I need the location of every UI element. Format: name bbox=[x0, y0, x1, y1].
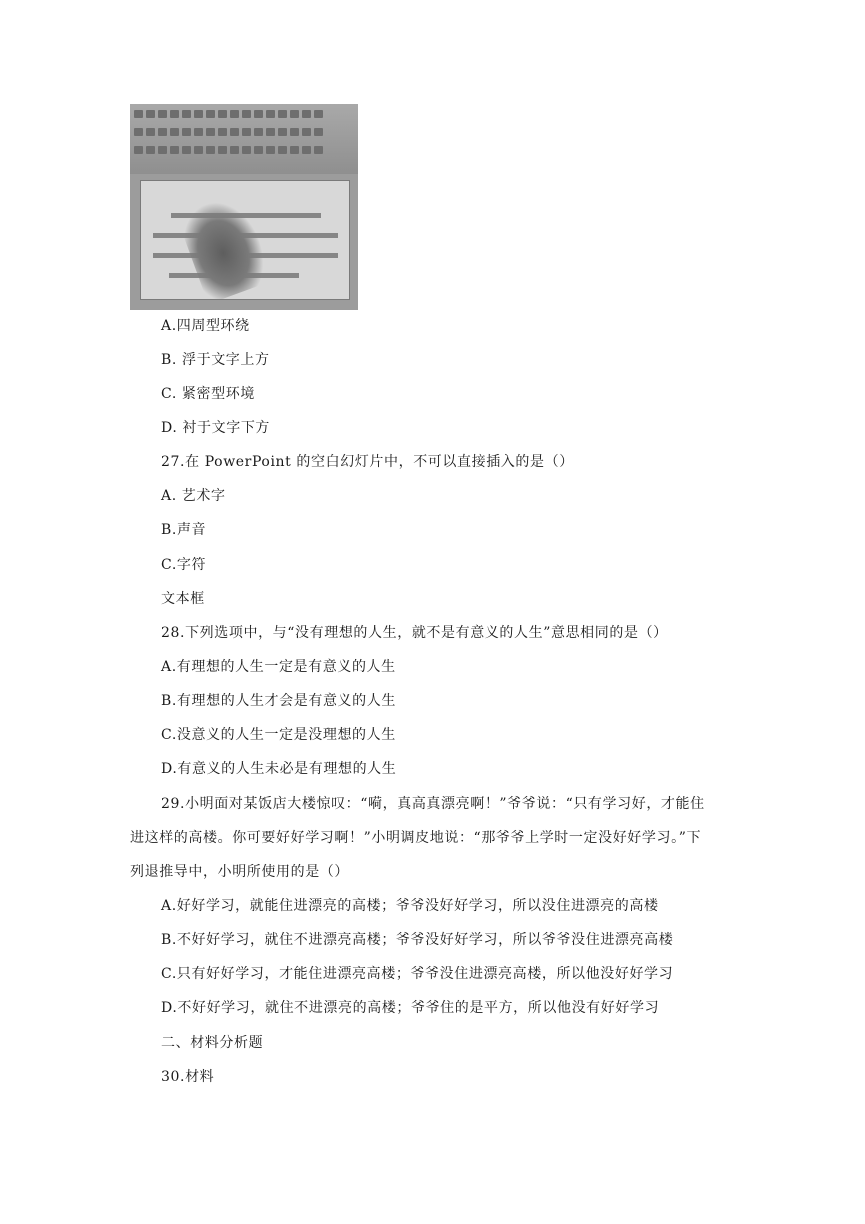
q28-option-c: C.没意义的人生一定是没理想的人生 bbox=[161, 727, 396, 743]
q29-option-d: D.不好好学习，就住不进漂亮的高楼；爷爷住的是平方，所以他没有好好学习 bbox=[161, 1000, 660, 1016]
q27-option-a: A. 艺术字 bbox=[161, 488, 226, 504]
question-29-line-2: 进这样的高楼。你可要好好学习啊！”小明调皮地说：“那爷爷上学时一定没好好学习。”下 bbox=[130, 830, 702, 846]
q28-option-b: B.有理想的人生才会是有意义的人生 bbox=[161, 693, 396, 709]
question-29-line-3: 列退推导中，小明所使用的是（） bbox=[130, 864, 349, 880]
question-30: 30.材料 bbox=[161, 1069, 215, 1085]
q27-option-c: C.字符 bbox=[161, 557, 207, 573]
q29-option-a: A.好好学习，就能住进漂亮的高楼；爷爷没好好学习，所以没住进漂亮的高楼 bbox=[161, 898, 659, 914]
q27-option-b: B.声音 bbox=[161, 522, 207, 538]
question-28: 28.下列选项中，与“没有理想的人生，就不是有意义的人生”意思相同的是（） bbox=[161, 625, 668, 641]
q28-option-d: D.有意义的人生未必是有理想的人生 bbox=[161, 761, 397, 777]
option-a-wrap: A.四周型环绕 bbox=[161, 318, 250, 334]
toolbar-graphic bbox=[130, 104, 358, 174]
section-heading: 二、材料分析题 bbox=[161, 1035, 264, 1051]
q28-option-a: A.有理想的人生一定是有意义的人生 bbox=[161, 659, 396, 675]
q27-option-d: 文本框 bbox=[161, 591, 205, 607]
q29-option-b: B.不好好学习，就住不进漂亮高楼；爷爷没好好学习，所以爷爷没住进漂亮高楼 bbox=[161, 932, 674, 948]
question-29-line-1: 29.小明面对某饭店大楼惊叹：“嗬，真高真漂亮啊！”爷爷说：“只有学习好，才能住 bbox=[161, 796, 705, 812]
question-27: 27.在 PowerPoint 的空白幻灯片中，不可以直接插入的是（） bbox=[161, 454, 574, 470]
q29-option-c: C.只有好好学习，才能住进漂亮高楼；爷爷没住进漂亮高楼，所以他没好好学习 bbox=[161, 966, 674, 982]
option-c-wrap: C. 紧密型环境 bbox=[161, 386, 255, 402]
option-d-wrap: D. 衬于文字下方 bbox=[161, 420, 271, 436]
option-b-wrap: B. 浮于文字上方 bbox=[161, 352, 270, 368]
word-screenshot-image bbox=[130, 104, 358, 310]
